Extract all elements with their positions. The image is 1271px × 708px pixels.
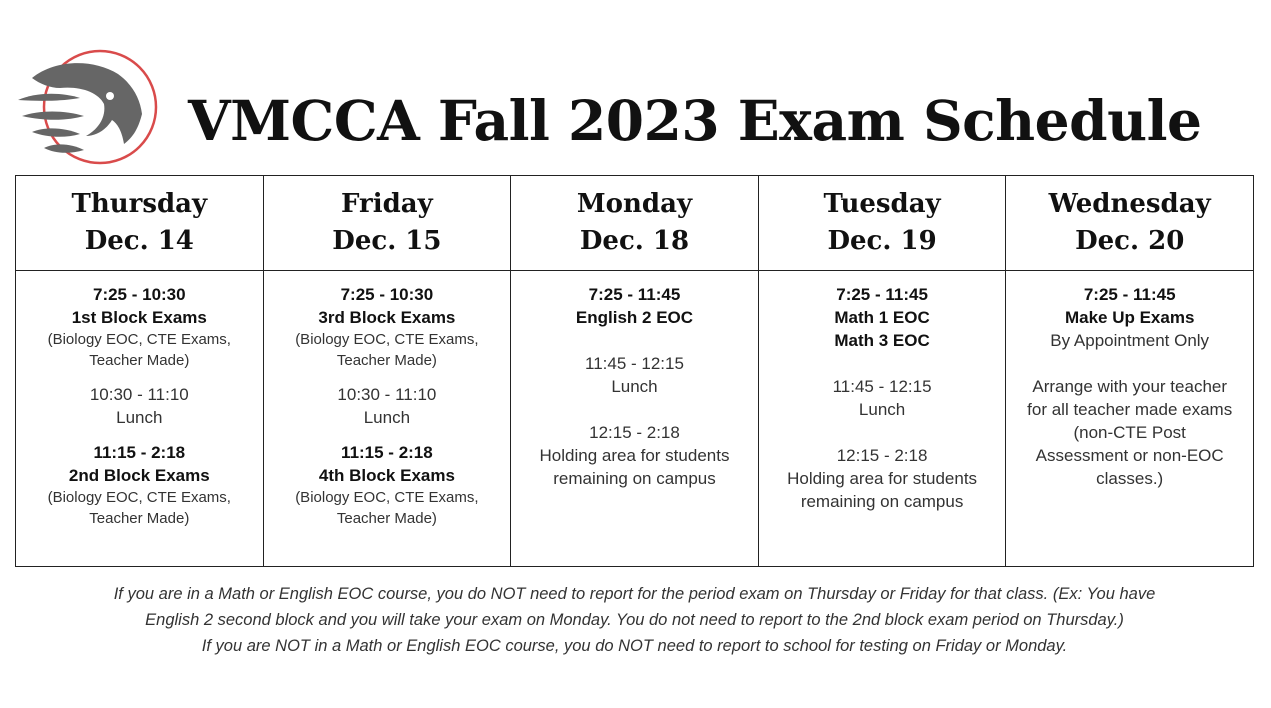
session-note: (Biology EOC, CTE Exams, bbox=[295, 331, 479, 348]
lunch-time: 11:45 - 12:15 bbox=[585, 354, 684, 373]
exam-schedule-table bbox=[15, 175, 1254, 567]
lunch-time: 10:30 - 11:10 bbox=[337, 385, 437, 404]
hawk-eye bbox=[106, 92, 114, 100]
school-hawk-logo bbox=[14, 44, 162, 170]
header-monday bbox=[511, 176, 759, 271]
header-friday bbox=[263, 176, 511, 271]
session-time: 7:25 - 10:30 bbox=[340, 285, 434, 304]
lunch-time: 10:30 - 11:10 bbox=[89, 385, 189, 404]
day-name: Tuesday bbox=[823, 189, 941, 219]
session-title: 3rd Block Exams bbox=[318, 308, 456, 327]
cell-monday bbox=[511, 271, 759, 567]
day-name: Thursday bbox=[71, 189, 208, 219]
arrange-note: classes.) bbox=[1096, 469, 1164, 488]
lunch-label: Lunch bbox=[116, 408, 163, 427]
arrange-note: Assessment or non-EOC bbox=[1035, 446, 1224, 465]
arrange-note: (non-CTE Post bbox=[1073, 423, 1186, 442]
holding-time: 12:15 - 2:18 bbox=[589, 423, 680, 442]
hawk-icon bbox=[18, 63, 142, 153]
holding-note: Holding area for students bbox=[539, 446, 730, 465]
arrange-note: for all teacher made exams bbox=[1027, 400, 1233, 419]
session-time: 11:15 - 2:18 bbox=[341, 443, 433, 462]
holding-time: 12:15 - 2:18 bbox=[836, 446, 928, 465]
session-note: Teacher Made) bbox=[89, 352, 190, 369]
lunch-label: Lunch bbox=[858, 400, 906, 419]
cell-wednesday bbox=[1006, 271, 1254, 567]
session-time: 11:15 - 2:18 bbox=[93, 443, 186, 462]
session-note: Teacher Made) bbox=[336, 510, 437, 527]
session-note: (Biology EOC, CTE Exams, bbox=[47, 331, 231, 348]
cell-thursday bbox=[16, 271, 264, 567]
day-date: Dec. 20 bbox=[1075, 226, 1185, 256]
session-time: 7:25 - 11:45 bbox=[588, 285, 681, 304]
holding-note: Holding area for students bbox=[787, 469, 978, 488]
lunch-time: 11:45 - 12:15 bbox=[832, 377, 932, 396]
session-title: English 2 EOC bbox=[575, 308, 694, 327]
session-title: 1st Block Exams bbox=[71, 308, 207, 327]
session-time: 7:25 - 11:45 bbox=[1083, 285, 1176, 304]
header-tuesday bbox=[758, 176, 1006, 271]
holding-note: remaining on campus bbox=[553, 469, 716, 488]
page-title: VMCCA Fall 2023 Exam Schedule bbox=[188, 88, 1202, 153]
day-name: Wednesday bbox=[1048, 189, 1211, 219]
session-note: (Biology EOC, CTE Exams, bbox=[295, 489, 479, 506]
day-name: Friday bbox=[341, 189, 433, 219]
cell-friday bbox=[263, 271, 511, 567]
session-time: 7:25 - 11:45 bbox=[836, 285, 928, 304]
arrange-note: Arrange with your teacher bbox=[1032, 377, 1228, 396]
session-note: By Appointment Only bbox=[1050, 331, 1210, 350]
day-date: Dec. 14 bbox=[84, 226, 194, 256]
day-date: Dec. 19 bbox=[827, 226, 937, 256]
footer-line: English 2 second block and you will take your exam on Monday. You do not need to report to the 2nd block exam period on Thursday.) bbox=[145, 611, 1124, 629]
lunch-label: Lunch bbox=[611, 377, 658, 396]
holding-note: remaining on campus bbox=[800, 492, 964, 511]
session-note: Teacher Made) bbox=[336, 352, 437, 369]
session-title: Make Up Exams bbox=[1064, 308, 1195, 327]
header-thursday bbox=[16, 176, 264, 271]
session-time: 7:25 - 10:30 bbox=[92, 285, 186, 304]
footer-line: If you are in a Math or English EOC course, you do NOT need to report for the period exam on Thursday or Friday for that class. (Ex: You have bbox=[113, 585, 1156, 603]
day-name: Monday bbox=[576, 189, 693, 219]
cell-tuesday bbox=[758, 271, 1006, 567]
session-note: (Biology EOC, CTE Exams, bbox=[47, 489, 231, 506]
footer-notes bbox=[15, 581, 1254, 659]
lunch-label: Lunch bbox=[363, 408, 411, 427]
day-date: Dec. 15 bbox=[332, 226, 442, 256]
day-header-row bbox=[16, 176, 1254, 271]
session-title: Math 1 EOC bbox=[834, 308, 930, 327]
footer-line: If you are NOT in a Math or English EOC course, you do NOT need to report to school for testing on Friday or Monday. bbox=[201, 637, 1068, 655]
session-title: 2nd Block Exams bbox=[68, 466, 210, 485]
session-title: Math 3 EOC bbox=[834, 331, 930, 350]
session-title: 4th Block Exams bbox=[318, 466, 455, 485]
session-note: Teacher Made) bbox=[89, 510, 190, 527]
day-date: Dec. 18 bbox=[579, 226, 690, 256]
header-wednesday bbox=[1006, 176, 1254, 271]
schedule-row bbox=[16, 271, 1254, 567]
